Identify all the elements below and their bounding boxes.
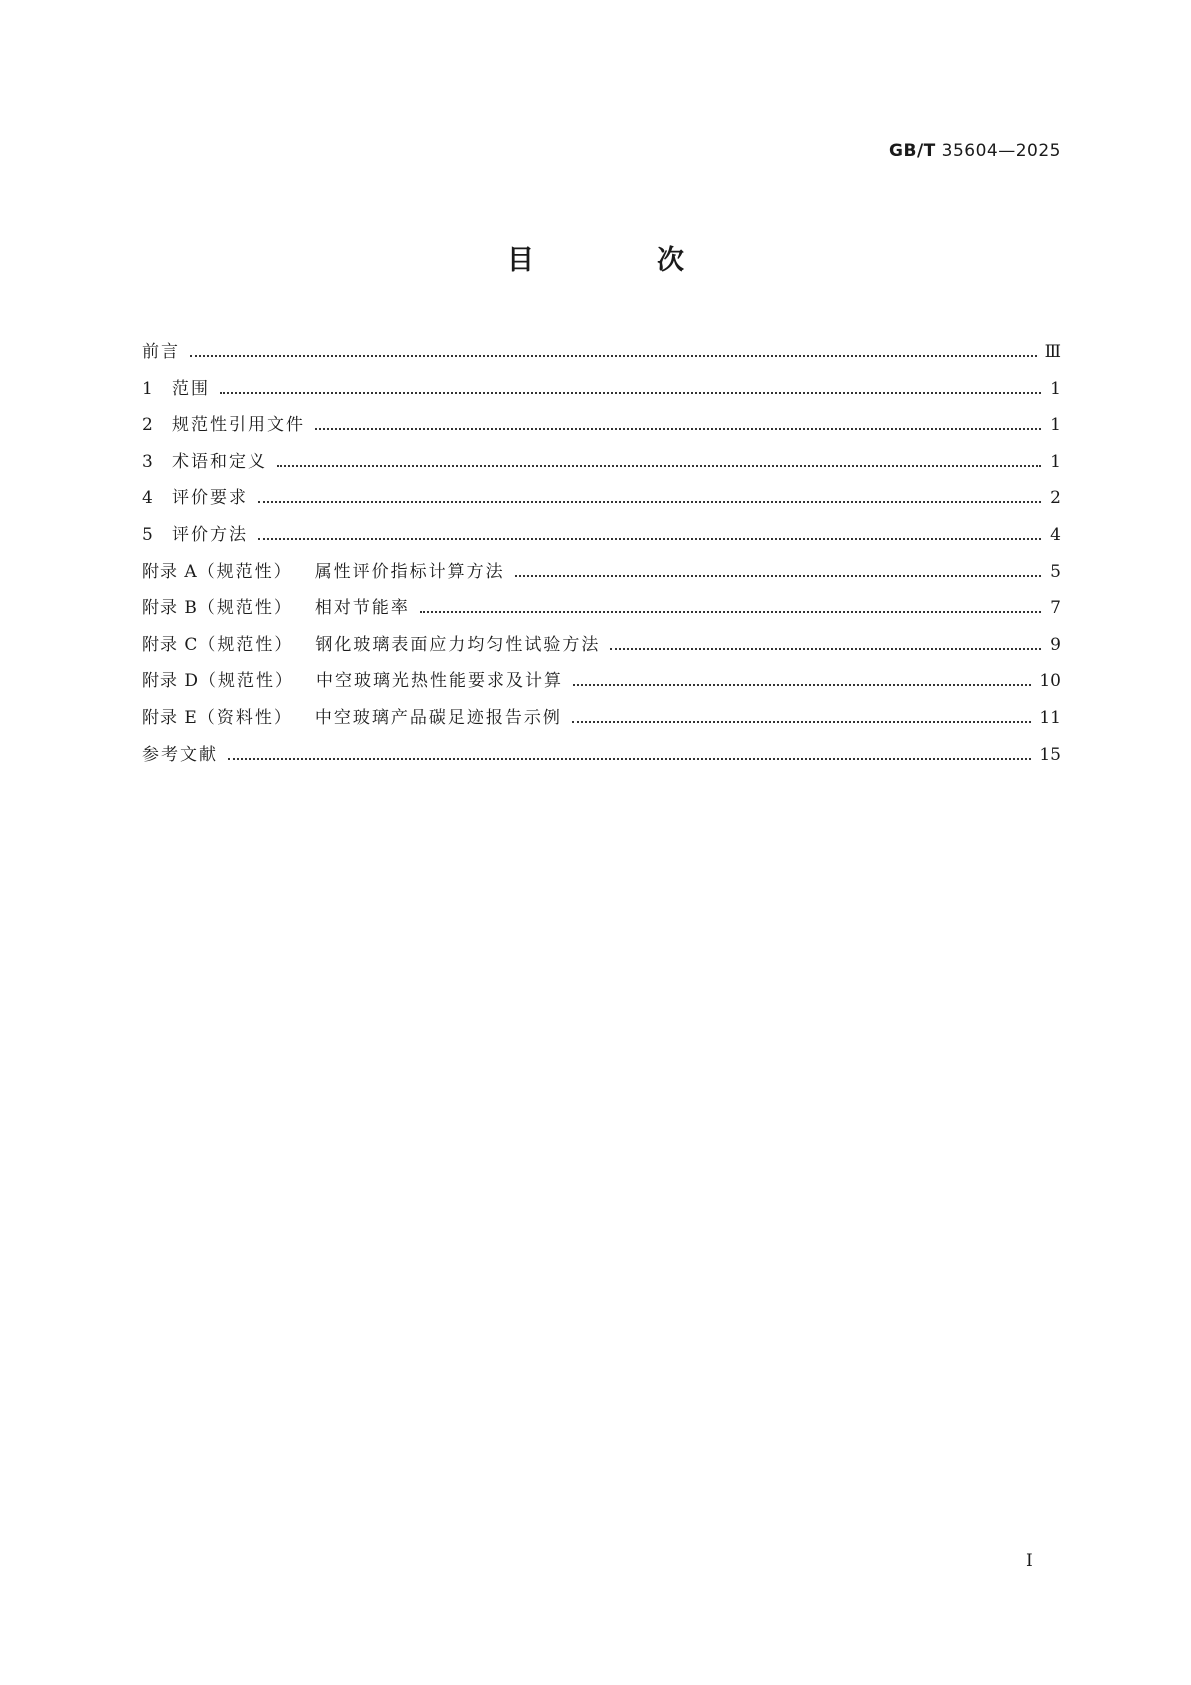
toc-label [142, 596, 410, 620]
toc-label: 规范性引用文件 [172, 415, 305, 436]
toc-page-number: 1 [1050, 415, 1061, 436]
toc-label: 范围 [172, 378, 210, 399]
toc-page-number: 7 [1050, 598, 1061, 619]
annex-title: 钢化玻璃表面应力均匀性试验方法 [315, 634, 601, 655]
standard-code [889, 141, 1061, 161]
annex-title: 属性评价指标计算方法 [314, 561, 505, 582]
toc-leader-dots [277, 464, 1041, 467]
toc-entry-evaluation-methods[interactable] [142, 523, 1061, 560]
toc-leader-dots [573, 683, 1031, 686]
annex-title: 相对节能率 [314, 598, 410, 619]
toc-leader-dots [315, 427, 1041, 430]
toc-label: 前言 [142, 342, 180, 362]
toc-page-number: 5 [1050, 561, 1061, 582]
toc-entry-scope[interactable] [142, 377, 1061, 414]
toc-label [142, 706, 562, 730]
annex-designation: 附录 E [142, 707, 198, 728]
toc-leader-dots [515, 574, 1041, 577]
toc-section-number: 1 [142, 378, 153, 399]
toc-entry-annex-c[interactable] [142, 633, 1061, 670]
toc-page-number: 11 [1039, 707, 1061, 728]
annex-designation: 附录 B [142, 598, 198, 619]
annex-type: （规范性） [197, 598, 293, 619]
annex-designation: 附录 D [142, 671, 200, 692]
toc-label: 评价方法 [172, 524, 248, 545]
toc-leader-dots [258, 537, 1041, 540]
toc-page-number: 10 [1039, 671, 1061, 692]
toc-entry-annex-b[interactable] [142, 596, 1061, 633]
toc-page-number: 4 [1050, 524, 1061, 545]
annex-type: （规范性） [198, 634, 294, 655]
standard-prefix: GB/T [889, 141, 936, 161]
toc-page-number: 1 [1050, 451, 1061, 472]
toc-section-number: 2 [142, 415, 153, 436]
annex-type: （规范性） [199, 671, 295, 692]
toc-leader-dots [258, 500, 1041, 503]
toc-entry-normative-references[interactable] [142, 413, 1061, 450]
toc-page-number: 15 [1039, 744, 1061, 765]
toc-page-number: 9 [1050, 634, 1061, 655]
annex-title: 中空玻璃产品碳足迹报告示例 [314, 707, 562, 728]
toc-entry-foreword[interactable] [142, 340, 1061, 377]
toc-section-number: 4 [142, 488, 153, 509]
annex-designation: 附录 A [142, 561, 198, 582]
toc-label [142, 560, 505, 584]
page-title: 目 次 [507, 245, 732, 276]
toc-leader-dots [228, 757, 1031, 760]
standard-number: 35604—2025 [941, 141, 1061, 161]
toc-entry-annex-e[interactable] [142, 706, 1061, 743]
annex-type: （规范性） [197, 561, 293, 582]
annex-title: 中空玻璃光热性能要求及计算 [316, 671, 564, 692]
toc-leader-dots [610, 647, 1041, 650]
annex-designation: 附录 C [142, 634, 199, 655]
toc-page-number: 1 [1050, 378, 1061, 399]
toc-entry-annex-d[interactable] [142, 669, 1061, 706]
toc-label: 参考文献 [142, 744, 218, 765]
toc-entry-annex-a[interactable] [142, 560, 1061, 597]
annex-type: （资料性） [197, 707, 293, 728]
toc-section-number: 3 [142, 451, 153, 472]
toc-label: 术语和定义 [172, 451, 267, 472]
toc-entry-evaluation-requirements[interactable] [142, 486, 1061, 523]
table-of-contents [142, 340, 1061, 779]
toc-leader-dots [220, 391, 1041, 394]
toc-label [142, 633, 600, 657]
toc-page-number: 2 [1050, 488, 1061, 509]
page-number: Ⅰ [1026, 1551, 1033, 1571]
toc-label: 评价要求 [172, 488, 248, 509]
toc-entry-terms-definitions[interactable] [142, 450, 1061, 487]
toc-leader-dots [190, 354, 1037, 357]
toc-leader-dots [420, 610, 1041, 613]
toc-section-number: 5 [142, 524, 153, 545]
toc-label [142, 669, 563, 693]
toc-leader-dots [572, 720, 1032, 723]
toc-entry-bibliography[interactable] [142, 743, 1061, 780]
toc-page-number: Ⅲ [1044, 342, 1061, 362]
